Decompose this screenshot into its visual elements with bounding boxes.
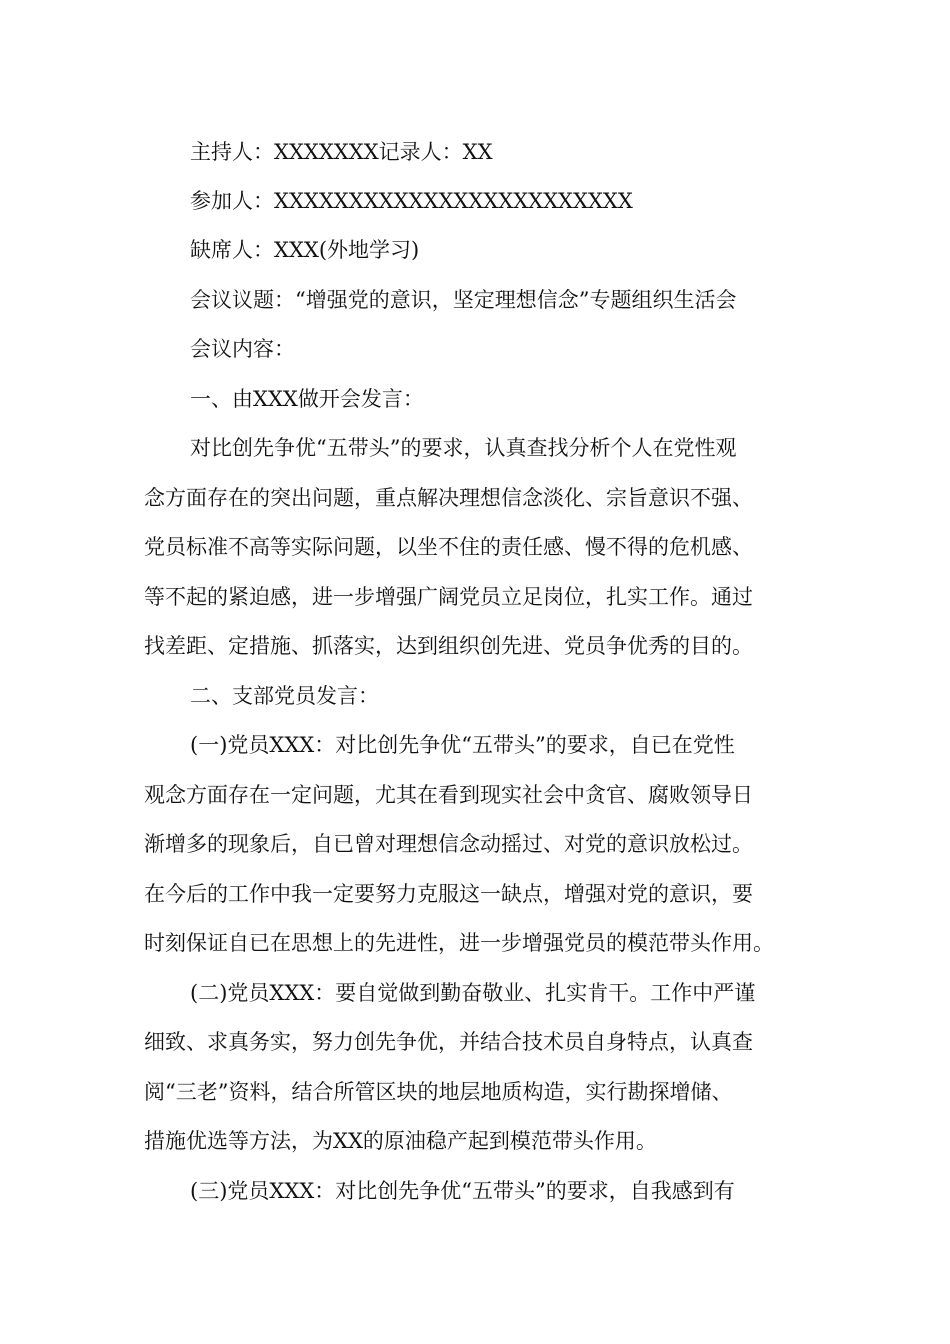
- paragraph-line: 细致、求真务实，努力创先争优，并结合技术员自身特点，认真查: [144, 1030, 753, 1054]
- section-two-heading: 二、支部党员发言：: [190, 684, 379, 708]
- paragraph-line: 在今后的工作中我一定要努力克服这一缺点，增强对党的意识，要: [144, 882, 753, 906]
- paragraph-line: 等不起的紧迫感，进一步增强广阔党员立足岗位，扎实工作。通过: [144, 585, 753, 609]
- paragraph-line: 观念方面存在一定问题，尤其在看到现实社会中贪官、腐败领导日: [144, 783, 753, 807]
- paragraph-line: 找差距、定措施、抓落实，达到组织创先进、党员争优秀的目的。: [144, 634, 753, 658]
- section-one-heading: 一、由XXX做开会发言：: [190, 387, 424, 411]
- paragraph-line: 阅“三老”资料，结合所管区块的地层地质构造，实行勘探增储、: [144, 1080, 733, 1104]
- paragraph-line: (三)党员XXX：对比创先争优“五带头”的要求，自我感到有: [190, 1179, 735, 1203]
- meeting-content-heading: 会议内容：: [190, 337, 295, 361]
- paragraph-line: 党员标准不高等实际问题，以坐不住的责任感、慢不得的危机感、: [144, 535, 753, 559]
- paragraph-line: 时刻保证自已在思想上的先进性，进一步增强党员的模范带头作用。: [144, 931, 774, 955]
- absentees-line: 缺席人：XXX(外地学习): [190, 238, 420, 262]
- host-recorder-line: 主持人：XXXXXXX记录人：XX: [190, 140, 493, 164]
- paragraph-line: 对比创先争优“五带头”的要求，认真查找分析个人在党性观: [190, 436, 737, 460]
- paragraph-line: (二)党员XXX：要自觉做到勤奋敬业、扎实肯干。工作中严谨: [190, 981, 756, 1005]
- paragraph-line: 渐增多的现象后，自已曾对理想信念动摇过、对党的意识放松过。: [144, 832, 753, 856]
- paragraph-line: 措施优选等方法，为XX的原油稳产起到模范带头作用。: [144, 1129, 657, 1153]
- attendees-line: 参加人：XXXXXXXXXXXXXXXXXXXXXXXX: [190, 189, 633, 213]
- paragraph-line: (一)党员XXX：对比创先争优“五带头”的要求，自已在党性: [190, 733, 735, 757]
- paragraph-line: 念方面存在的突出问题，重点解决理想信念淡化、宗旨意识不强、: [144, 486, 753, 510]
- meeting-topic-line: 会议议题：“增强党的意识，坚定理想信念”专题组织生活会: [190, 288, 737, 312]
